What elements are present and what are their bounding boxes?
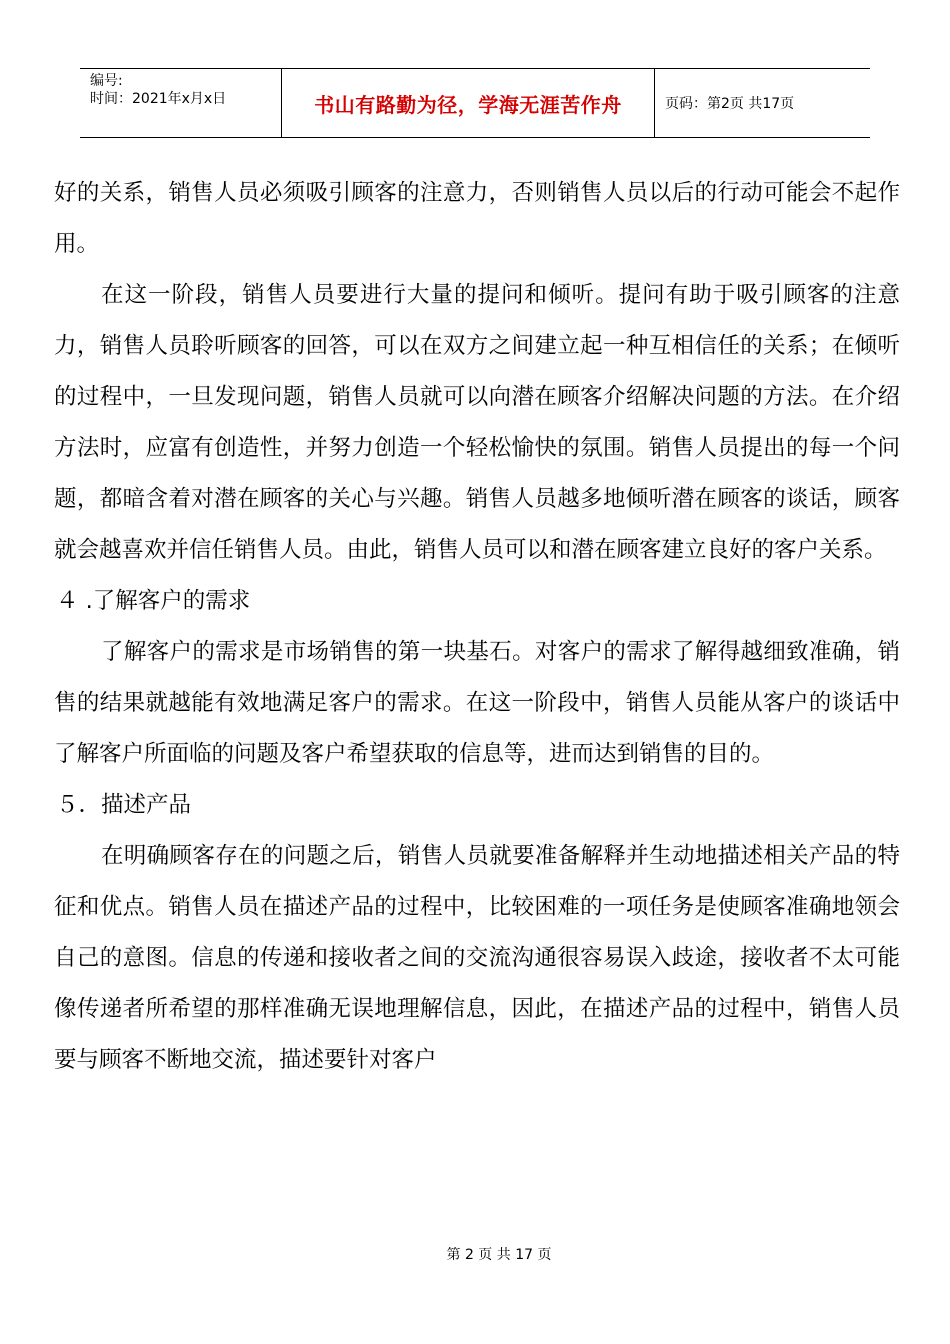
section-heading-4: ４ .了解客户的需求 (56, 588, 251, 614)
paragraph-describe-product: 在明确顾客存在的问题之后，销售人员就要准备解释并生动地描述相关产品的特征和优点。销售人员在描述产品的过程中，比较困难的一项任务是使顾客准确地领会自己的意图。信息的传递和接收者之间的交流沟通很容易误入歧途，接收者不太可能像传递者所希望的那样准确无误地理解信息，因此，在描述产品的过程中，销售人员要与顾客不断地交流，描述要针对客户 (54, 843, 900, 1073)
header-motto: 书山有路勤为径，学海无涯苦作舟 (282, 69, 655, 137)
document-time-label: 时间：2021年x月x日 (90, 91, 227, 107)
page-footer: 第 2 页 共 17 页 (446, 1247, 552, 1263)
document-body (54, 168, 900, 1086)
document-number-label: 编号: (90, 73, 123, 89)
header-meta (80, 69, 282, 137)
paragraph-questioning: 在这一阶段，销售人员要进行大量的提问和倾听。提问有助于吸引顾客的注意力，销售人员聆听顾客的回答，可以在双方之间建立起一种互相信任的关系；在倾听的过程中，一旦发现问题，销售人员就可以向潜在顾客介绍解决问题的方法。在介绍方法时，应富有创造性，并努力创造一个轻松愉快的氛围。销售人员提出的每一个问题，都暗含着对潜在顾客的关心与兴趣。销售人员越多地倾听潜在顾客的谈话，顾客就会越喜欢并信任销售人员。由此，销售人员可以和潜在顾客建立良好的客户关系。 (54, 282, 900, 563)
paragraph-customer-needs: 了解客户的需求是市场销售的第一块基石。对客户的需求了解得越细致准确，销售的结果就越能有效地满足客户的需求。在这一阶段中，销售人员能从客户的谈话中了解客户所面临的问题及客户希望获取的信息等，进而达到销售的目的。 (54, 639, 900, 767)
paragraph-continuation: 好的关系，销售人员必须吸引顾客的注意力，否则销售人员以后的行动可能会不起作用。 (54, 180, 900, 257)
page-header (80, 68, 870, 138)
header-page-info: 页码：第2页 共17页 (665, 96, 795, 112)
section-heading-5: ５．描述产品 (56, 792, 192, 818)
